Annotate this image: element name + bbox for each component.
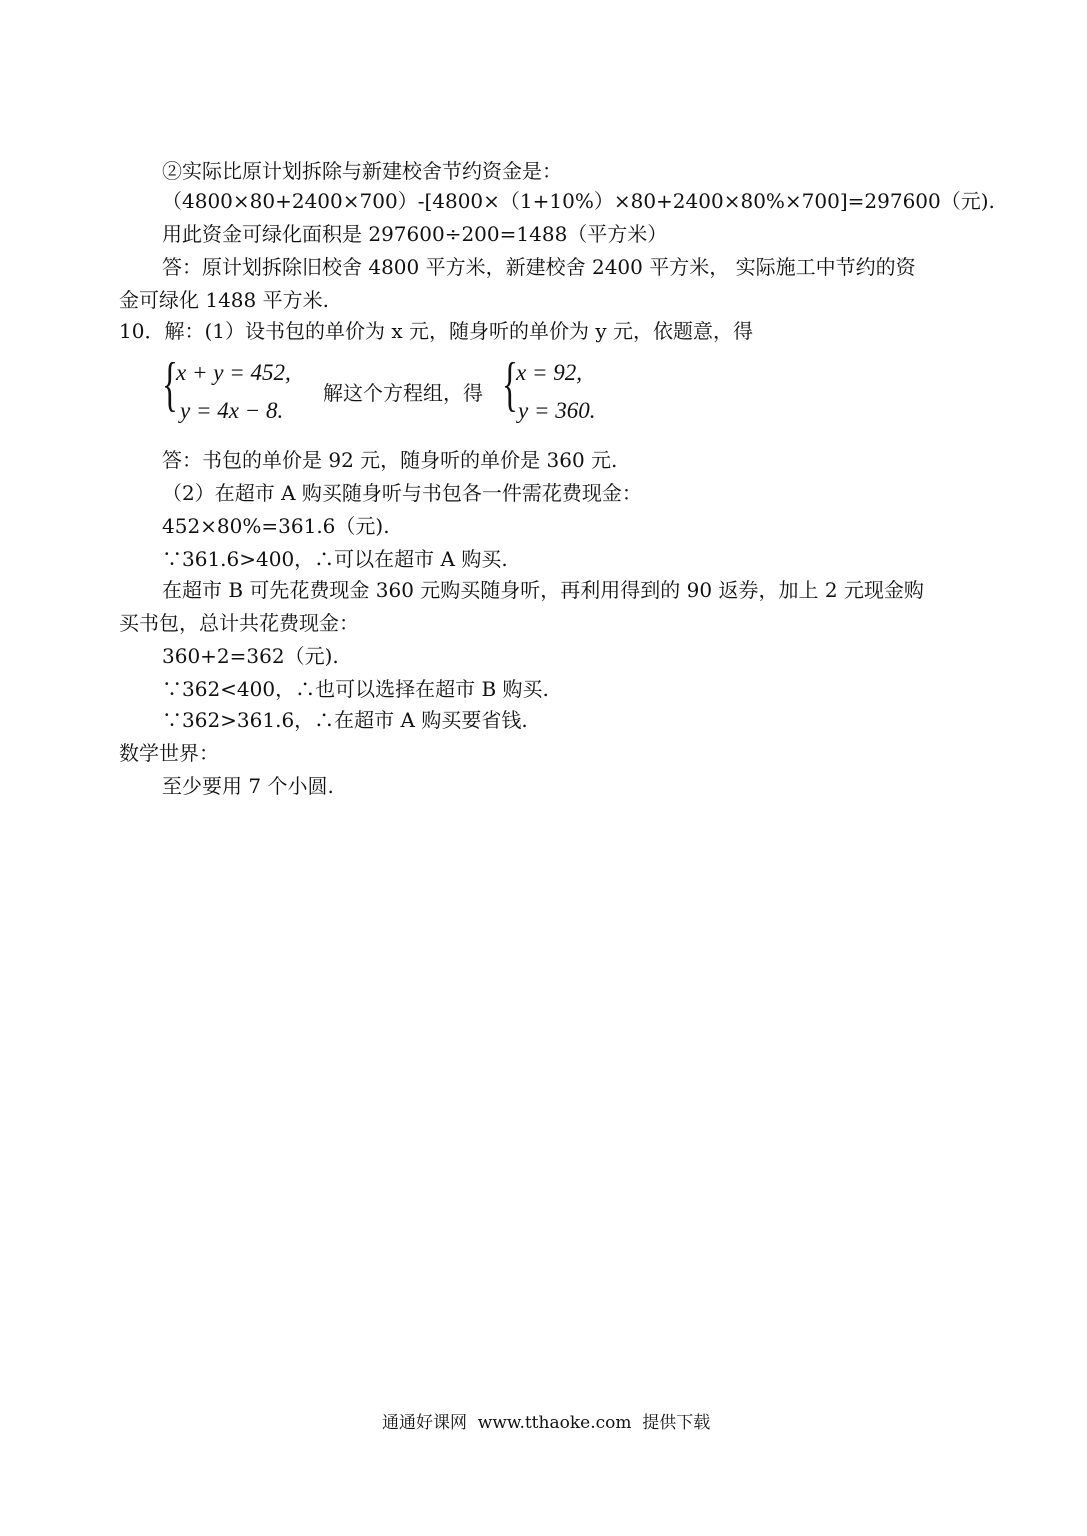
text-line-market-b-part2: 买书包，总计共花费现金： <box>119 611 359 635</box>
text-line-savings-heading: ②实际比原计划拆除与新建校舍节约资金是： <box>162 159 562 183</box>
text-line-calc-a: 452×80%=361.6（元). <box>162 514 390 538</box>
equation-connector-text: 解这个方程组，得 <box>323 381 483 405</box>
text-line-market-b-part1: 在超市 B 可先花费现金 360 元购买随身听，再利用得到的 90 返券，加上 2 元现金购 <box>162 578 924 602</box>
text-line-green-area: 用此资金可绿化面积是 297600÷200=1488（平方米） <box>162 222 668 246</box>
text-line-conclusion-a: ∵361.6>400，∴可以在超市 A 购买. <box>162 547 508 571</box>
text-line-answer-part1: 答：原计划拆除旧校舍 4800 平方米，新建校舍 2400 平方米， 实际施工中节约的资 <box>162 255 916 279</box>
solution-y: y = 360. <box>518 398 596 423</box>
page-footer: 通通好课网 www.tthaoke.com 提供下载 <box>382 1413 711 1433</box>
text-line-calc-b: 360+2=362（元). <box>162 644 339 668</box>
solution-x: x = 92, <box>516 360 582 385</box>
text-line-savings-calc: （4800×80+2400×700）-[4800×（1+10%）×80+2400×80%×700]=297600（元). <box>162 189 995 213</box>
text-line-problem-10: 10．解：(1）设书包的单价为 x 元，随身听的单价为 y 元，依题意，得 <box>119 319 753 343</box>
text-line-answer-part2: 金可绿化 1488 平方米. <box>119 288 329 312</box>
equation-2: y = 4x − 8. <box>180 398 284 423</box>
text-line-math-world-heading: 数学世界： <box>119 741 219 765</box>
text-line-part2-heading: （2）在超市 A 购买随身听与书包各一件需花费现金： <box>162 481 642 505</box>
text-line-answer-prices: 答：书包的单价是 92 元，随身听的单价是 360 元. <box>162 448 618 472</box>
equation-1: x + y = 452, <box>176 360 291 385</box>
left-brace-icon: { <box>502 351 518 417</box>
left-brace-icon: { <box>162 351 178 417</box>
text-line-math-world-answer: 至少要用 7 个小圆. <box>162 774 334 798</box>
text-line-conclusion-b: ∵362<400，∴也可以选择在超市 B 购买. <box>162 677 549 701</box>
text-line-final-conclusion: ∵362>361.6，∴在超市 A 购买要省钱. <box>162 708 528 732</box>
